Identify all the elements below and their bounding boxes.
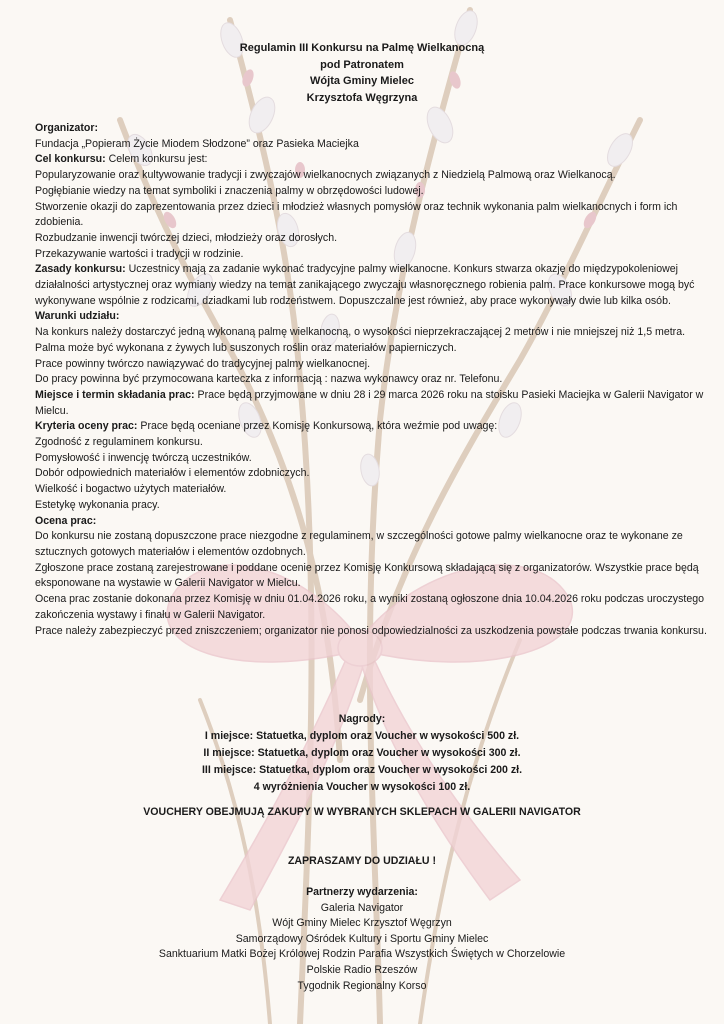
vouchers-note: VOUCHERY OBEJMUJĄ ZAKUPY W WYBRANYCH SKLEPACH W GALERII NAVIGATOR xyxy=(143,806,581,818)
organizer-text: Fundacja „Popieram Życie Miodem Słodzone” oraz Pasieka Maciejka xyxy=(35,137,359,150)
evaluation-item: Ocena prac zostanie dokonana przez Komisję w dniu 01.04.2026 roku, a wyniki zostaną ogłoszone dnia 10.04.2026 roku podczas uroczystego zakończenia wystawy i finału w Galerii Navigator. xyxy=(35,593,704,621)
title-line-3: Wójta Gminy Mielec xyxy=(310,75,414,87)
title-line-2: pod Patronatem xyxy=(320,58,404,71)
goal-item: Pogłębianie wiedzy na temat symboliki i znaczenia palmy w obrzędowości ludowej. xyxy=(35,184,424,197)
prizes-heading: Nagrody: xyxy=(338,713,386,725)
partner-item: Galeria Navigator xyxy=(320,901,404,914)
conditions-item: Palma może być wykonana z żywych lub suszonych roślin oraz materiałów papierniczych. xyxy=(35,341,457,354)
criteria-paragraph xyxy=(35,419,719,435)
prize-item: 4 wyróżnienia Voucher w wysokości 100 zł. xyxy=(253,781,471,793)
criteria-intro: Prace będą oceniane przez Komisję Konkursową, która weźmie pod uwagę: xyxy=(137,420,498,433)
organizer-heading: Organizator: xyxy=(35,122,98,134)
place-heading: Miejsce i termin składania prac: xyxy=(35,388,195,401)
document-body xyxy=(35,121,719,639)
prize-item: III miejsce: Statuetka, dyplom oraz Voucher w wysokości 200 zł. xyxy=(201,764,523,776)
rules-text: Uczestnicy mają za zadanie wykonać tradycyjne palmy wielkanocne. Konkurs stwarza okazję do międzypokoleniowej działalności artystycznej oraz wymiany wiedzy na temat zanikającego zwyczaju własnoręcznego robienia palm. Prace konkursowe mogą być wykonywane wspólnie z rodzicami, dziadkami lub rodzeństwem. Dopuszczalne jest również, aby prace wykonywały dwie lub kilka osób. xyxy=(35,263,695,307)
criteria-item: Dobór odpowiednich materiałów i elementów zdobniczych. xyxy=(35,467,310,480)
prize-item: II miejsce: Statuetka, dyplom oraz Voucher w wysokości 300 zł. xyxy=(203,747,521,759)
evaluation-heading: Ocena prac: xyxy=(35,514,97,527)
partners-heading: Partnerzy wydarzenia: xyxy=(306,886,418,898)
prizes-section xyxy=(0,711,724,796)
prize-item: I miejsce: Statuetka, dyplom oraz Voucher w wysokości 500 zł. xyxy=(204,730,520,742)
partner-item: Sanktuarium Matki Bożej Królowej Rodzin Parafia Wszystkich Świętych w Chorzelowie xyxy=(158,948,566,961)
evaluation-item: Prace należy zabezpieczyć przed zniszczeniem; organizator nie ponosi odpowiedzialności za uszkodzenia powstałe podczas trwania konkursu. xyxy=(35,624,707,637)
criteria-item: Wielkość i bogactwo użytych materiałów. xyxy=(35,483,227,496)
invitation-text: ZAPRASZAMY DO UDZIAŁU ! xyxy=(287,855,437,867)
goal-paragraph xyxy=(35,152,719,168)
goal-item: Rozbudzanie inwencji twórczej dzieci, młodzieży oraz dorosłych. xyxy=(35,231,338,244)
partner-item: Samorządowy Ośródek Kultury i Sportu Gminy Mielec xyxy=(235,932,489,945)
goal-item: Przekazywanie wartości i tradycji w rodzinie. xyxy=(35,247,244,260)
title-line-4: Krzysztofa Węgrzyna xyxy=(306,91,418,104)
evaluation-item: Do konkursu nie zostaną dopuszczone prace niezgodne z regulaminem, w szczególności gotowe palmy wielkanocne oraz te wykonane ze sztucznych gotowych materiałów i elementów ozdobnych. xyxy=(35,530,683,558)
criteria-heading: Kryteria oceny prac: xyxy=(35,420,138,433)
partner-item: Wójt Gminy Mielec Krzysztof Węgrzyn xyxy=(272,917,452,930)
conditions-item: Do pracy powinna być przymocowana karteczka z informacją : nazwa wykonawcy oraz nr. Telefonu. xyxy=(35,373,503,386)
place-paragraph xyxy=(35,388,719,419)
criteria-item: Estetykę wykonania pracy. xyxy=(35,498,160,511)
place-text: Prace będą przyjmowane w dniu 28 i 29 marca 2026 roku na stoisku Pasieki Maciejka w Galerii Navigator w Mielcu. xyxy=(35,388,704,417)
goal-item: Stworzenie okazji do zaprezentowania przez dzieci i młodzież własnych pomysłów oraz technik wykonania palm wielkanocnych i form ich zdobienia. xyxy=(35,200,678,229)
evaluation-item: Zgłoszone prace zostaną zarejestrowane i poddane ocenie przez Komisję Konkursową składającą się z organizatorów. Wszystkie prace będą eksponowane na wystawie w Galerii Navigator w Mielcu. xyxy=(35,561,699,590)
goal-intro: Celem konkursu jest: xyxy=(105,153,208,166)
rules-paragraph xyxy=(35,262,719,309)
conditions-item: Prace powinny twórczo nawiązywać do tradycyjnej palmy wielkanocnej. xyxy=(35,357,371,370)
goal-item: Popularyzowanie oraz kultywowanie tradycji i zwyczajów wielkanocnych związanych z Niedzielą Palmową oraz Wielkanocą. xyxy=(35,169,616,182)
criteria-item: Pomysłowość i inwencję twórczą uczestników. xyxy=(35,451,252,464)
partners-section xyxy=(0,885,724,994)
criteria-item: Zgodność z regulaminem konkursu. xyxy=(35,436,203,449)
document-title xyxy=(0,40,724,106)
partner-item: Polskie Radio Rzeszów xyxy=(306,963,418,976)
conditions-heading: Warunki udziału: xyxy=(35,310,120,323)
conditions-item: Na konkurs należy dostarczyć jedną wykonaną palmę wielkanocną, o wysokości nieprzekraczającej 2 metrów i nie mniejszej niż 1,5 metra. xyxy=(35,326,686,339)
rules-heading: Zasady konkursu: xyxy=(35,263,126,276)
goal-heading: Cel konkursu: xyxy=(35,153,106,166)
partner-item: Tygodnik Regionalny Korso xyxy=(297,979,427,992)
title-line-1: Regulamin III Konkursu na Palmę Wielkanocną xyxy=(239,42,485,54)
